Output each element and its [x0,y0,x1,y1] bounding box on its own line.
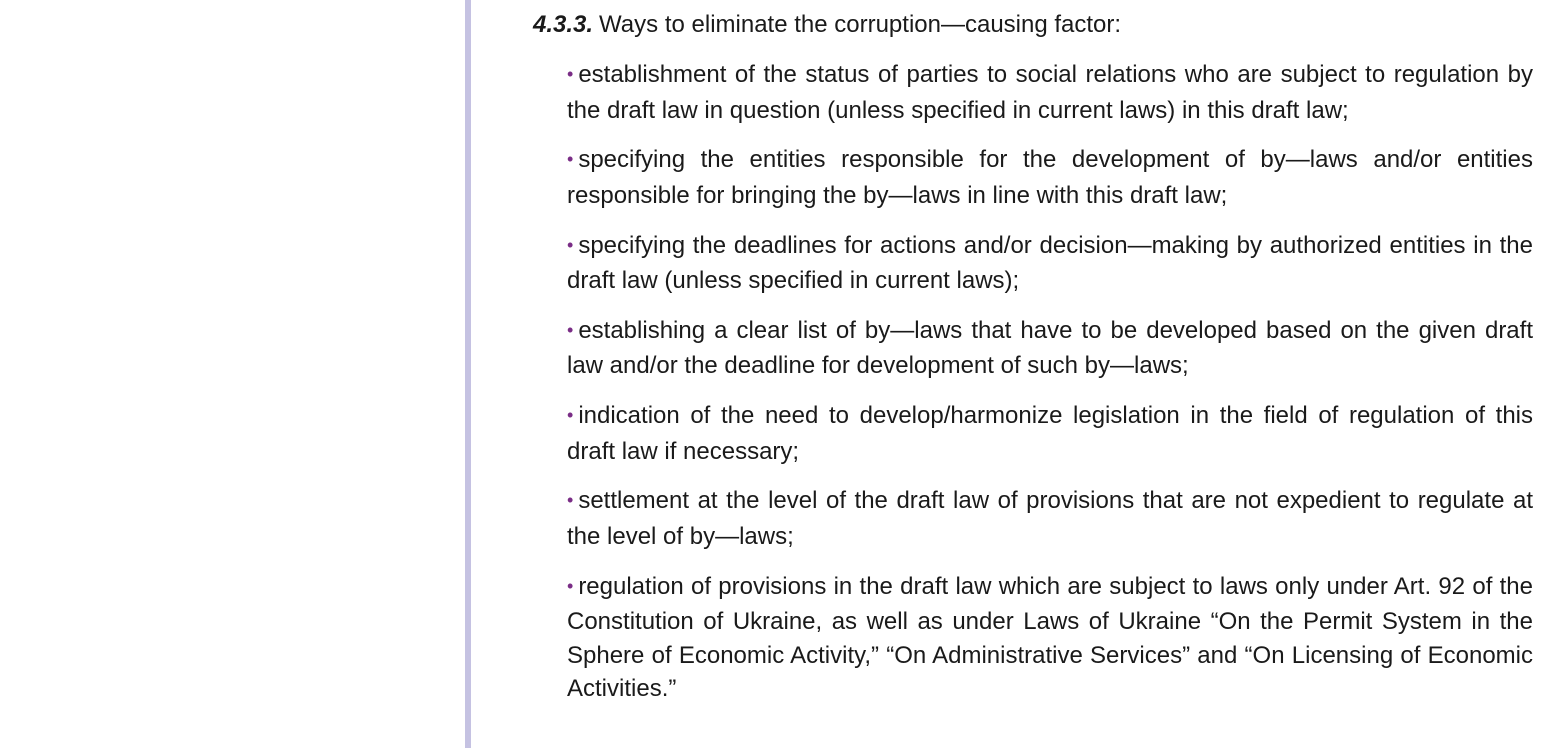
section-heading [533,8,1533,42]
list-item-text: establishment of the status of parties to social relations who are subject to regulation by the draft law in question (unless specified in current laws) in this draft law; [567,61,1533,124]
bullet-icon: • [567,405,574,426]
list-item [567,58,1533,127]
page-column-divider [465,0,471,748]
list-item [567,570,1533,706]
section-number: 4.3.3. [533,11,594,38]
list-item [567,314,1533,383]
document-content [533,8,1533,722]
list-item-text: establishing a clear list of by—laws that have to be developed based on the given draft law and/or the deadline for development of such by—laws; [567,316,1533,380]
bullet-list [533,58,1533,706]
list-item [567,399,1533,468]
bullet-icon: • [567,490,574,511]
list-item [567,229,1533,298]
list-item-text: specifying the entities responsible for the development of by—laws and/or entities responsible for bringing the by—laws in line with this draft law; [567,146,1533,209]
bullet-icon: • [567,234,574,255]
list-item-text: regulation of provisions in the draft law which are subject to laws only under Art. 92 of the Constitution of Ukraine, as well as under Laws of Ukraine “On the Permit System in the Sphere of Economic Activity,” “On Administrative Services” and “On Licensing of Economic Activities.” [567,572,1533,703]
bullet-icon: • [567,575,574,596]
bullet-icon: • [567,149,574,170]
list-item [567,484,1533,553]
bullet-icon: • [567,319,574,340]
list-item [567,143,1533,212]
section-title: Ways to eliminate the corruption—causing factor: [599,11,1122,38]
list-item-text: settlement at the level of the draft law of provisions that are not expedient to regulate at the level of by—laws; [567,487,1533,550]
bullet-icon: • [567,64,574,84]
list-item-text: indication of the need to develop/harmonize legislation in the field of regulation of this draft law if necessary; [567,402,1533,465]
list-item-text: specifying the deadlines for actions and/or decision—making by authorized entities in the draft law (unless specified in current laws); [567,231,1533,295]
